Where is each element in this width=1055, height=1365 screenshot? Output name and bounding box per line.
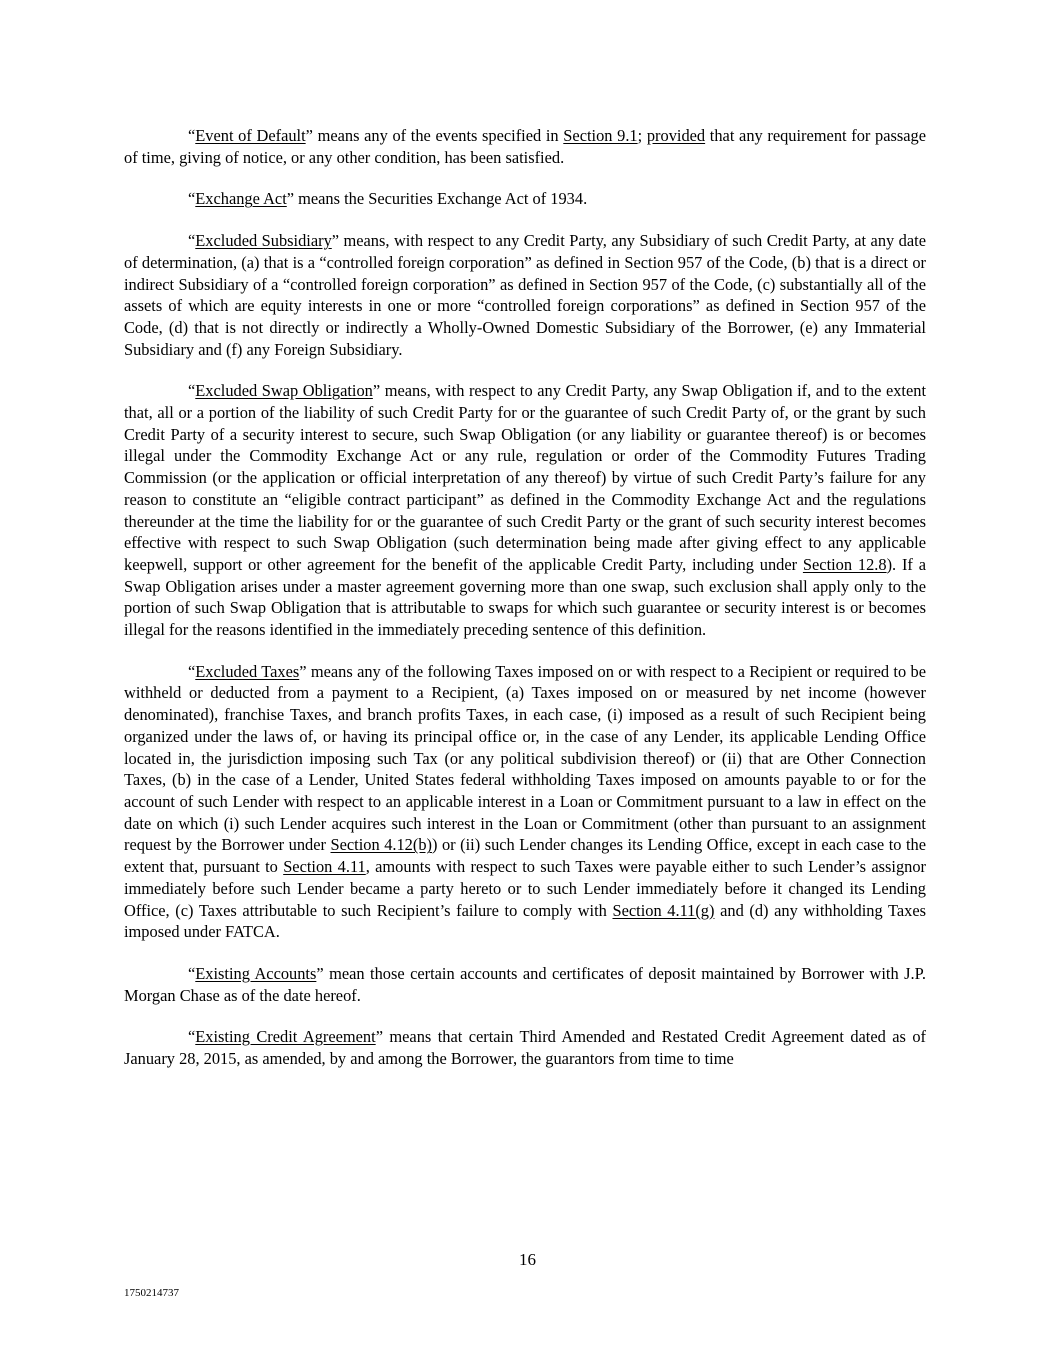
cross-reference: Section 4.12(b) [330,835,432,855]
definition-paragraph [124,125,926,168]
definition-text: that any requirement for passage of time, giving of notice, or any other condition, has been satisfied. [124,126,926,167]
definition-paragraph [124,963,926,1006]
open-quote: “ [188,661,196,681]
page-number: 16 [519,1250,536,1269]
defined-term: Existing Credit Agreement [195,1027,376,1047]
definition-text: ” means, with respect to any Credit Party, any Swap Obligation if, and to the extent that, all or a portion of the liability of such Credit Party for or the guarantee of such Credit Party of, or the grant by such Credit Party of a security interest to secure, such Swap Obligation (or any liability or guarantee thereof) is or becomes illegal under the Commodity Exchange Act or any rule, regulation or order of the Commodity Futures Trading Commission (or the application or official interpretation of any thereof) by virtue of such Credit Party’s failure for any reason to constitute an “eligible contract participant” as defined in the Commodity Exchange Act and the regulations thereunder at the time the liability for or the guarantee of such Credit Party or the grant of such security interest becomes effective with respect to such Swap Obligation (such determination being made after giving effect to any applicable keepwell, support or other agreement for the benefit of the applicable Credit Party, including under [124,381,927,574]
defined-term: Excluded Taxes [195,661,300,681]
cross-reference: Section 4.11(g) [612,900,715,920]
definition-text: , amounts with respect to such Taxes were payable either to such Lender’s assignor immediately before such Lender became a party hereto or to such Lender immediately before it changed its Lending Office, (c) Taxes attributable to such Recipient’s failure to comply with [124,857,927,920]
definition-text: ; [637,126,647,145]
cross-reference: Section 4.11 [283,857,366,877]
definition-text: ” mean those certain accounts and certificates of deposit maintained by Borrower with J.P. Morgan Chase as of the date hereof. [124,963,926,1005]
open-quote: “ [188,1027,196,1047]
definition-text: ” means, with respect to any Credit Party, any Subsidiary of such Credit Party, at any date of determination, (a) that is a “controlled foreign corporation” as defined in Section 957 of the Code, (b) that is a direct or indirect Subsidiary of a “controlled foreign corporation” as defined in Section 957 of the Code, (c) substantially all of the assets of which are equity interests in one or more “controlled foreign corporations” as defined in Section 957 of the Code, (d) that is not directly or indirectly a Wholly-Owned Domestic Subsidiary of the Borrower, (e) any Immaterial Subsidiary and (f) any Foreign Subsidiary. [124,231,926,359]
cross-reference: Section 12.8 [802,554,887,574]
open-quote: “ [188,963,196,983]
definition-text: ” means any of the events specified in [305,126,564,145]
definition-paragraph [124,230,926,360]
definition-paragraph [124,188,926,210]
document-body [124,125,926,1090]
defined-term: Exchange Act [195,189,287,209]
document-id: 1750214737 [124,1287,179,1299]
definition-text: ” means any of the following Taxes imposed on or with respect to a Recipient or required to be withheld or deducted from a payment to a Recipient, (a) Taxes imposed on or measured by net income (however denominated), franchise Taxes, and branch profits Taxes, in each case, (i) imposed as a result of such Recipient being organized under the laws of, or having its principal office or, in the case of any Lender, its applicable Lending Office located in, the jurisdiction imposing such Tax (or any political subdivision thereof) or (ii) that are Other Connection Taxes, (b) in the case of a Lender, United States federal withholding Taxes imposed on amounts payable to or for the account of such Lender with respect to an applicable interest in a Loan or Commitment pursuant to a law in effect on the date on which (i) such Lender acquires such interest in the Loan or Commitment (other than pursuant to an assignment request by the Borrower under [124,661,926,855]
definition-text: and (d) any withholding Taxes imposed under FATCA. [124,900,926,942]
defined-term: Excluded Subsidiary [195,231,332,251]
open-quote: “ [188,189,196,209]
definition-paragraph [124,380,926,640]
open-quote: “ [188,381,196,401]
defined-term: Existing Accounts [195,963,317,983]
cross-reference: Section 9.1 [563,126,638,145]
definition-paragraph [124,661,926,943]
definition-text: ” means that certain Third Amended and Restated Credit Agreement dated as of January 28, 2015, as amended, by and among the Borrower, the guarantors from time to time [124,1027,927,1069]
open-quote: “ [188,231,196,251]
definition-text: ). If a Swap Obligation arises under a master agreement governing more than one swap, such exclusion shall apply only to the portion of such Swap Obligation that is attributable to swaps for which such guarantee or security interest is or becomes illegal for the reasons identified in the immediately preceding sentence of this definition. [124,554,926,640]
definition-text: ” means the Securities Exchange Act of 1934. [286,189,588,209]
defined-term: Excluded Swap Obligation [195,381,373,401]
definition-paragraph [124,1026,926,1069]
cross-reference: provided [646,126,706,145]
definition-text: ) or (ii) such Lender changes its Lending Office, except in each case to the extent that, pursuant to [124,835,926,877]
open-quote: “ [188,126,196,145]
defined-term: Event of Default [195,126,306,145]
